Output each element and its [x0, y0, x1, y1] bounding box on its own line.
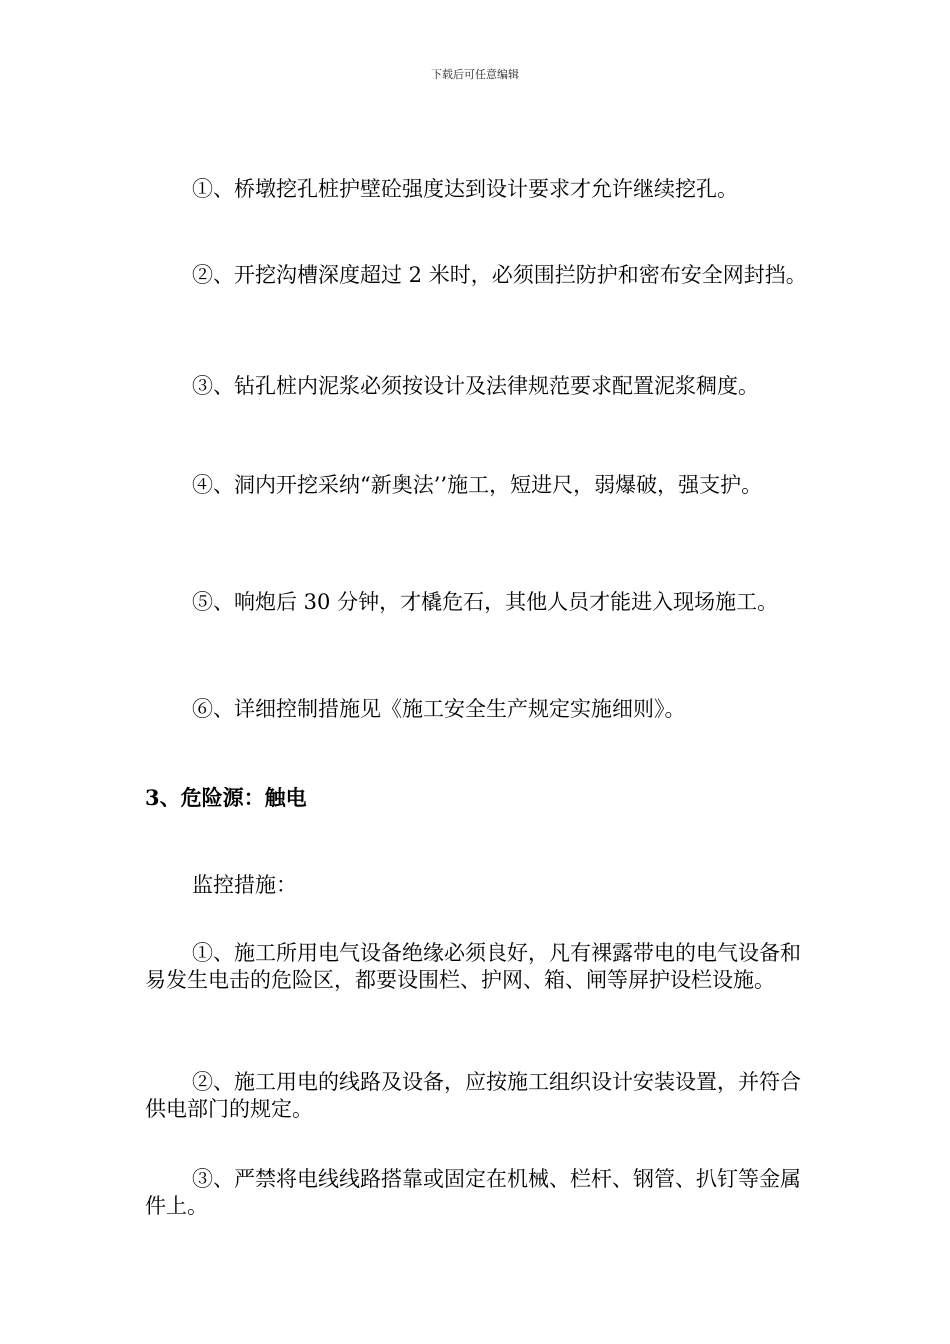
electric-measure-item-3: ③、严禁将电线线路搭靠或固定在机械、栏杆、钢管、扒钉等金属件上。: [145, 1167, 801, 1218]
electric-measure-item-2: ②、施工用电的线路及设备，应按施工组织设计安装设置，并符合供电部门的规定。: [145, 1070, 801, 1121]
measure-item-4: ④、洞内开挖采纳“新奥法’’施工，短进尺，弱爆破，强支护。: [192, 473, 763, 497]
measure-item-6: ⑥、详细控制措施见《施工安全生产规定实施细则》。: [192, 697, 686, 721]
measure-item-2: ②、开挖沟槽深度超过 2 米时，必须围拦防护和密布安全网封挡。: [192, 263, 807, 287]
monitoring-measures-label: 监控措施：: [192, 873, 297, 897]
measure-item-5: ⑤、响炮后 30 分钟，才橇危石，其他人员才能进入现场施工。: [192, 590, 779, 614]
page-header: 下载后可任意编辑: [431, 68, 519, 81]
measure-item-3: ③、钻孔桩内泥浆必须按设计及法律规范要求配置泥浆稠度。: [192, 374, 759, 398]
section-heading-hazard-electric-shock: 3、危险源：触电: [145, 785, 307, 810]
measure-item-1: ①、桥墩挖孔桩护壁砼强度达到设计要求才允许继续挖孔。: [192, 177, 738, 201]
electric-measure-item-1: ①、施工所用电气设备绝缘必须良好，凡有裸露带电的电气设备和易发生电击的危险区，都要设围栏、护网、箱、闸等屏护设栏设施。: [145, 941, 801, 992]
